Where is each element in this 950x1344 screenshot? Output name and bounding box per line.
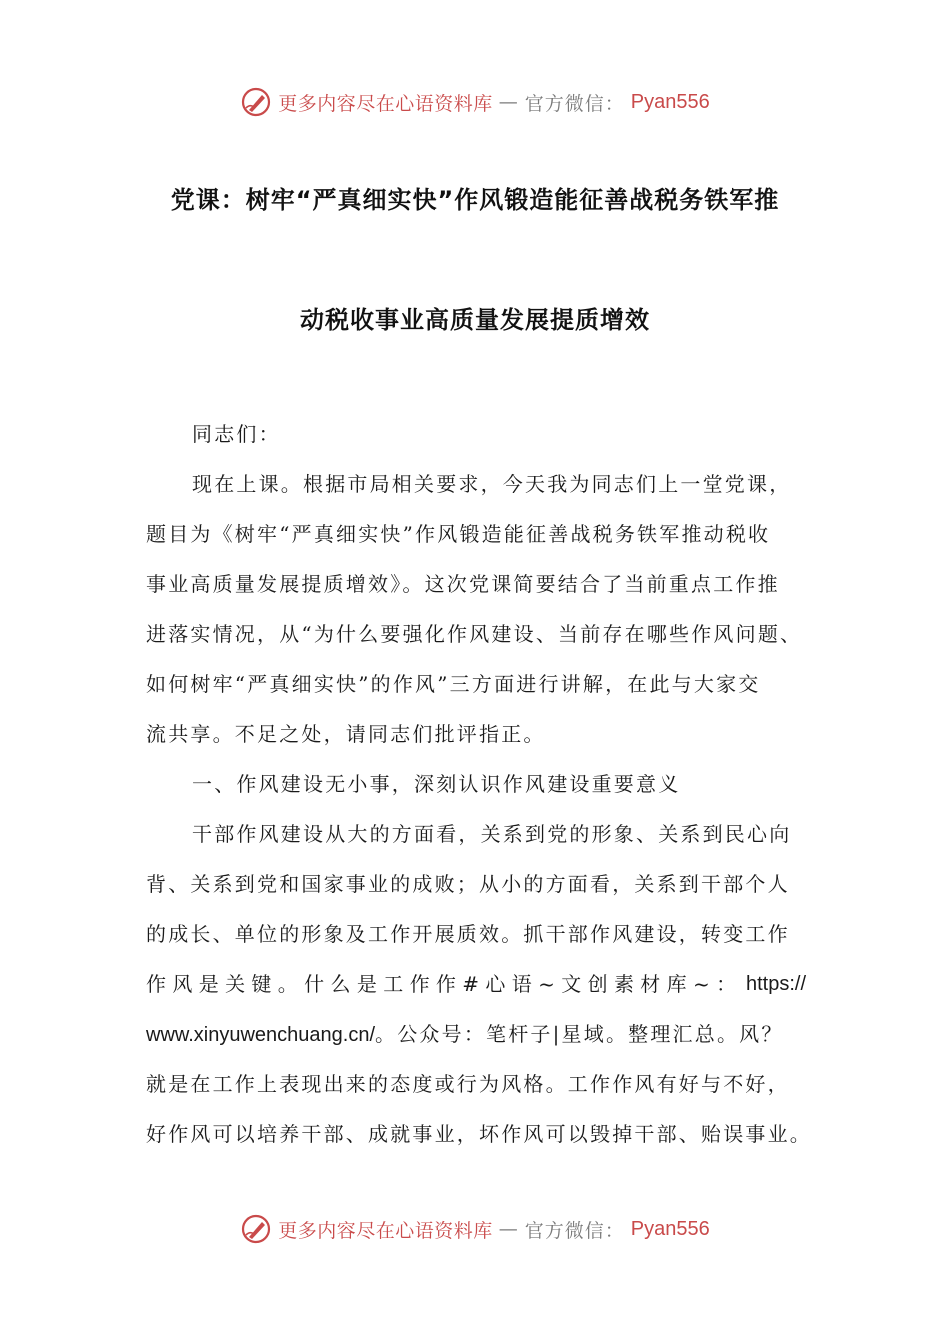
paragraph-line: 流共享。不足之处，请同志们批评指正。 — [146, 722, 546, 746]
section-heading: 一、作风建设无小事，深刻认识作风建设重要意义 — [192, 772, 681, 796]
paragraph-line: 好作风可以培养干部、成就事业，坏作风可以毁掉干部、贻误事业。 — [146, 1122, 812, 1146]
paragraph-line: 题目为《树牢“严真细实快”作风锻造能征善战税务铁军推动税收 — [146, 522, 771, 546]
watermark-main-text: 更多内容尽在心语资料库 — [278, 92, 493, 115]
source-url-part: https:// — [745, 973, 806, 995]
paragraph-line: 进落实情况，从“为什么要强化作风建设、当前存在哪些作风问题、 — [146, 622, 803, 646]
header-watermark — [0, 82, 950, 122]
document-body — [146, 409, 812, 1159]
document-title-line-1: 党课：树牢“严真细实快”作风锻造能征善战税务铁军推 — [170, 186, 780, 214]
paragraph-line: 事业高质量发展提质增效》。这次党课简要结合了当前重点工作推 — [146, 572, 780, 596]
salutation: 同志们： — [192, 422, 281, 446]
watermark-wechat-id: Pyan556 — [630, 90, 710, 113]
pen-logo-icon — [240, 86, 272, 118]
watermark-main-text: 更多内容尽在心语资料库 — [278, 1219, 493, 1242]
paragraph-line-text: 。公众号：笔杆子|星域。整理汇总。风？ — [375, 1022, 784, 1046]
source-url: www.xinyuwenchuang.cn/ — [146, 1024, 376, 1046]
paragraph-line — [146, 1009, 806, 1059]
paragraph-line-text: 作 风 是 关 键 。 什 么 是 工 作 作 # 心 语 ~ 文 创 素 材 库 ~ ： — [146, 972, 737, 996]
paragraph-line: 的成长、单位的形象及工作开展质效。抓干部作风建设，转变工作 — [146, 922, 790, 946]
watermark-wechat-id: Pyan556 — [630, 1217, 710, 1240]
document-title-line-2: 动税收事业高质量发展提质增效 — [300, 306, 650, 334]
watermark-dash: — — [498, 1218, 519, 1240]
paragraph-line — [146, 959, 806, 1009]
watermark-dash: — — [498, 91, 519, 113]
paragraph-line: 干部作风建设从大的方面看，关系到党的形象、关系到民心向 — [192, 822, 792, 846]
pen-logo-icon — [240, 1213, 272, 1245]
paragraph-line: 现在上课。根据市局相关要求，今天我为同志们上一堂党课， — [192, 472, 792, 496]
watermark-sub-text: 官方微信： — [524, 92, 625, 115]
paragraph-line: 就是在工作上表现出来的态度或行为风格。工作作风有好与不好， — [146, 1072, 790, 1096]
paragraph-line: 背、关系到党和国家事业的成败；从小的方面看，关系到干部个人 — [146, 872, 790, 896]
watermark-sub-text: 官方微信： — [524, 1219, 625, 1242]
footer-watermark — [0, 1209, 950, 1249]
paragraph-line: 如何树牢“严真细实快”的作风”三方面进行讲解，在此与大家交 — [146, 672, 761, 696]
